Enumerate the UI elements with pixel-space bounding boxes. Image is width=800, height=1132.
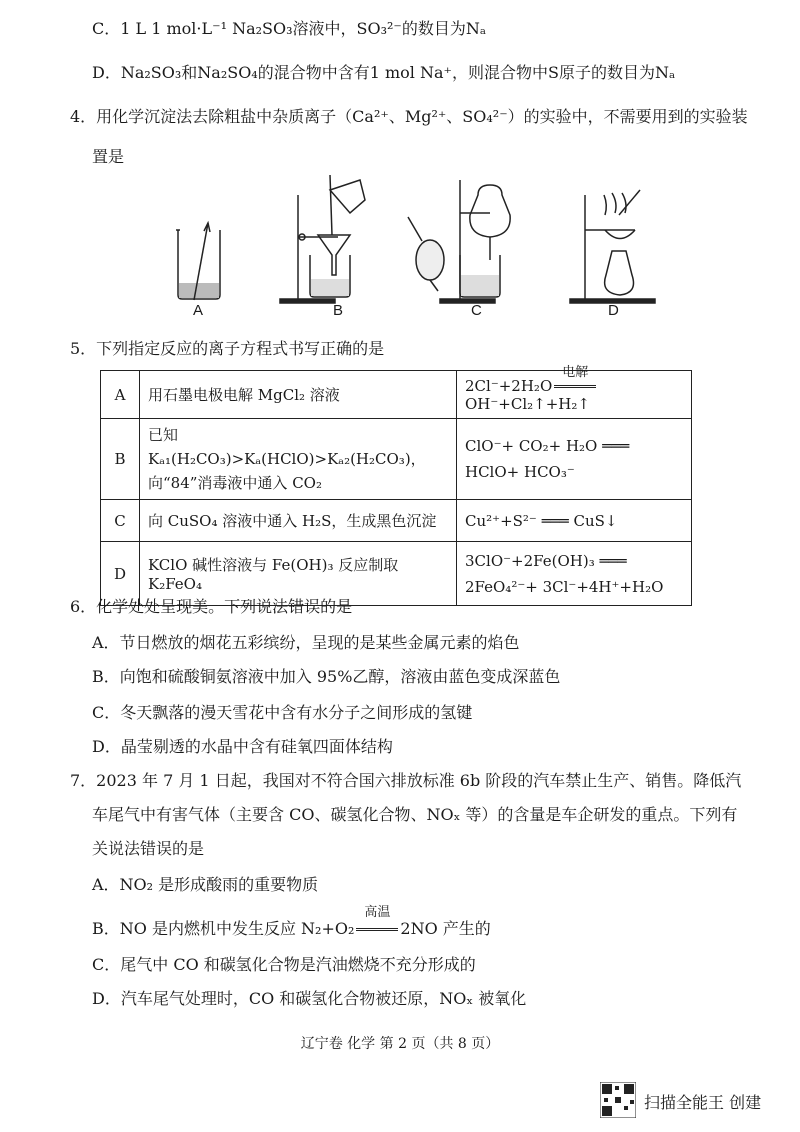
figure-label-a: A bbox=[193, 302, 204, 319]
q7-option-b bbox=[92, 905, 491, 940]
qr-code-icon bbox=[600, 1082, 636, 1118]
q4-stem-line2: 置是 bbox=[92, 147, 125, 166]
table-row bbox=[101, 500, 692, 542]
q3-option-c: C．1 L 1 mol·L⁻¹ Na₂SO₃溶液中，SO₃²⁻的数目为Nₐ bbox=[92, 19, 487, 38]
scanner-watermark: 扫描全能王 创建 bbox=[644, 1093, 762, 1112]
row-label: B bbox=[101, 419, 140, 500]
row-equation: Cu²⁺+S²⁻ ═══ CuS↓ bbox=[457, 500, 692, 542]
apparatus-d-evaporation-icon bbox=[570, 190, 655, 303]
row-equation: 3ClO⁻+2Fe(OH)₃ ═══ 2FeO₄²⁻+ 3Cl⁻+4H⁺+H₂O bbox=[457, 542, 692, 606]
figure-label-d: D bbox=[608, 302, 619, 319]
apparatus-a-beaker-icon bbox=[176, 223, 220, 300]
q7-stem-line3: 关说法错误的是 bbox=[92, 839, 205, 858]
q5-options-table bbox=[100, 364, 692, 606]
q6-option-b: B．向饱和硫酸铜氨溶液中加入 95%乙醇，溶液由蓝色变成深蓝色 bbox=[92, 667, 561, 686]
q7-option-b-post: 2NO 产生的 bbox=[400, 919, 491, 938]
figure-label-b: B bbox=[333, 302, 344, 319]
q7-stem-line2: 车尾气中有害气体（主要含 CO、碳氢化合物、NOₓ 等）的含量是车企研发的重点。下列有 bbox=[92, 805, 738, 824]
q7-option-a: A．NO₂ 是形成酸雨的重要物质 bbox=[92, 875, 319, 894]
row-label: A bbox=[101, 371, 140, 419]
q4-stem-line1: 4．用化学沉淀法去除粗盐中杂质离子（Ca²⁺、Mg²⁺、SO₄²⁻）的实验中，不需要用到的实验装 bbox=[70, 107, 748, 126]
row-equation: 2Cl⁻+2H₂O 电解 OH⁻+Cl₂↑+H₂↑ bbox=[457, 371, 692, 419]
figure-label-c: C bbox=[471, 302, 482, 319]
condition-label: 高温 bbox=[364, 905, 391, 920]
row-description: 已知 Kₐ₁(H₂CO₃)>Kₐ(HClO)>Kₐ₂(H₂CO₃)，向“84”消毒液中通入 CO₂ bbox=[140, 419, 457, 500]
row-description: 向 CuSO₄ 溶液中通入 H₂S，生成黑色沉淀 bbox=[140, 500, 457, 542]
q5-stem: 5．下列指定反应的离子方程式书写正确的是 bbox=[70, 339, 385, 358]
q6-stem: 6．化学处处呈现美。下列说法错误的是 bbox=[70, 597, 353, 616]
q6-option-a: A．节日燃放的烟花五彩缤纷，呈现的是某些金属元素的焰色 bbox=[92, 633, 520, 652]
q7-option-b-pre: B．NO 是内燃机中发生反应 N₂+O₂ bbox=[92, 919, 355, 938]
q6-option-c: C．冬天飘落的漫天雪花中含有水分子之间形成的氢键 bbox=[92, 703, 473, 722]
row-equation: ClO⁻+ CO₂+ H₂O ═══ HClO+ HCO₃⁻ bbox=[457, 419, 692, 500]
row-label: D bbox=[101, 542, 140, 606]
page-footer: 辽宁卷 化学 第 2 页（共 8 页） bbox=[300, 1036, 500, 1052]
q3-option-d: D．Na₂SO₃和Na₂SO₄的混合物中含有1 mol Na⁺，则混合物中S原子的数目为Nₐ bbox=[92, 63, 676, 82]
table-row bbox=[101, 371, 692, 419]
q7-option-c: C．尾气中 CO 和碳氢化合物是汽油燃烧不充分形成的 bbox=[92, 955, 476, 974]
condition-label: 电解 bbox=[562, 364, 589, 380]
q7-stem-line1: 7．2023 年 7 月 1 日起，我国对不符合国六排放标准 6b 阶段的汽车禁止生产、销售。降低汽 bbox=[70, 771, 742, 790]
table-row bbox=[101, 419, 692, 500]
row-label: C bbox=[101, 500, 140, 542]
apparatus-c-separatory-funnel-icon bbox=[408, 180, 510, 303]
apparatus-figures bbox=[160, 175, 660, 305]
apparatus-b-filtration-icon bbox=[280, 175, 365, 303]
q6-option-d: D．晶莹剔透的水晶中含有硅氧四面体结构 bbox=[92, 737, 393, 756]
q7-option-d: D．汽车尾气处理时，CO 和碳氢化合物被还原，NOₓ 被氧化 bbox=[92, 989, 527, 1008]
row-description: KClO 碱性溶液与 Fe(OH)₃ 反应制取 K₂FeO₄ bbox=[140, 542, 457, 606]
row-description: 用石墨电极电解 MgCl₂ 溶液 bbox=[140, 371, 457, 419]
